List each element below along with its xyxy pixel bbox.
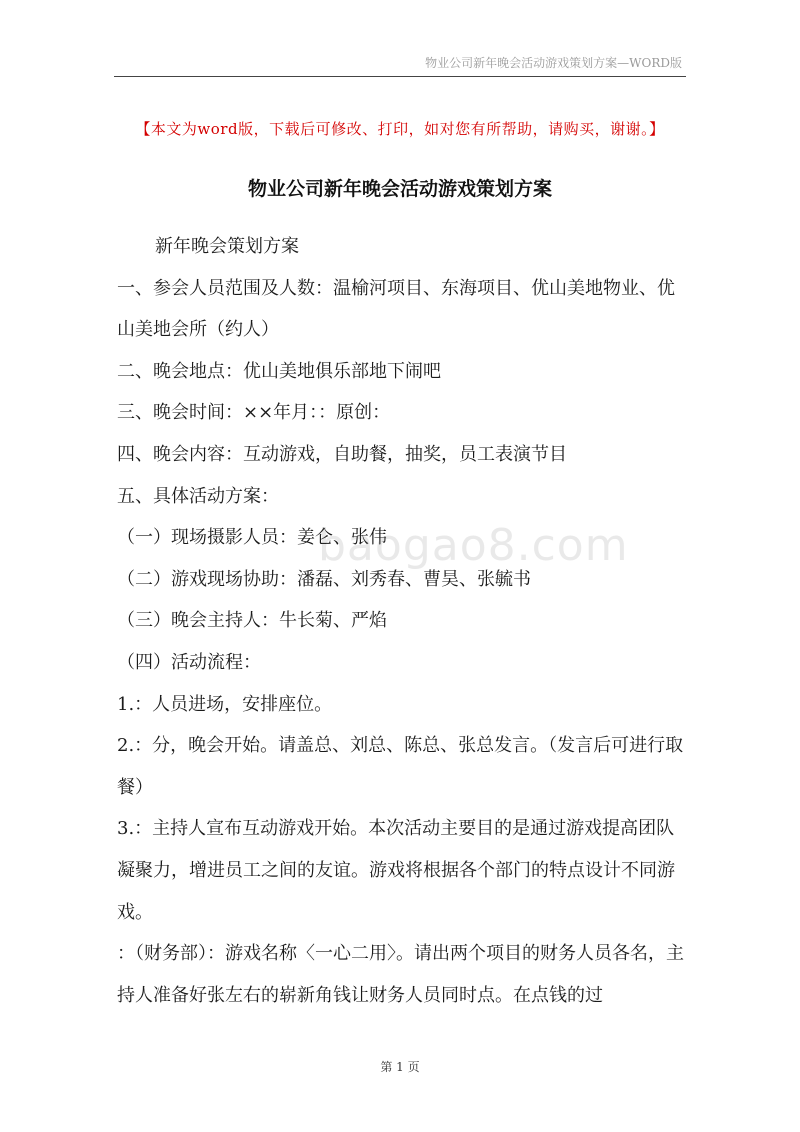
paragraph: 3.：主持人宣布互动游戏开始。本次活动主要目的是通过游戏提高团队凝聚力，增进员工之间的友谊。游戏将根据各个部门的特点设计不同游戏。 [117, 818, 675, 923]
paragraph: （二）游戏现场协助：潘磊、刘秀春、曹昊、张毓书 [117, 568, 531, 590]
page-number: 第 1 页 [380, 1060, 420, 1074]
watermark: baogao8.com [318, 520, 629, 571]
paragraph: （四）活动流程： [117, 651, 261, 673]
paragraph: 四、晚会内容：互动游戏，自助餐，抽奖，员工表演节目 [117, 443, 567, 465]
page-header: 物业公司新年晚会活动游戏策划方案—WORD版 [425, 56, 682, 70]
paragraph: 2.：分，晚会开始。请盖总、刘总、陈总、张总发言。（发言后可进行取餐） [117, 735, 684, 798]
paragraph: 1.：人员进场，安排座位。 [117, 693, 333, 715]
paragraph: （一）现场摄影人员：姜仑、张伟 [117, 527, 387, 549]
paragraph: ：（财务部）：游戏名称〈一心二用〉。请出两个项目的财务人员各名，主持人准备好张左右的崭新角钱让财务人员同时点。在点钱的过 [117, 943, 684, 1006]
document-title: 物业公司新年晚会活动游戏策划方案 [247, 178, 552, 200]
purchase-notice: 【本文为word版，下载后可修改、打印，如对您有所帮助，请购买，谢谢。】 [135, 120, 665, 138]
header-rule [114, 76, 686, 77]
paragraph-subtitle: 新年晚会策划方案 [155, 236, 299, 257]
paragraph: 二、晚会地点：优山美地俱乐部地下闹吧 [117, 360, 441, 382]
paragraph: （三）晚会主持人：牛长菊、严焰 [117, 610, 387, 632]
document-body [117, 226, 689, 1016]
paragraph: 一、参会人员范围及人数：温榆河项目、东海项目、优山美地物业、优山美地会所（约人） [117, 277, 675, 341]
paragraph: 三、晚会时间：××年月：：原创： [117, 402, 391, 424]
paragraph: 五、具体活动方案： [117, 485, 279, 507]
